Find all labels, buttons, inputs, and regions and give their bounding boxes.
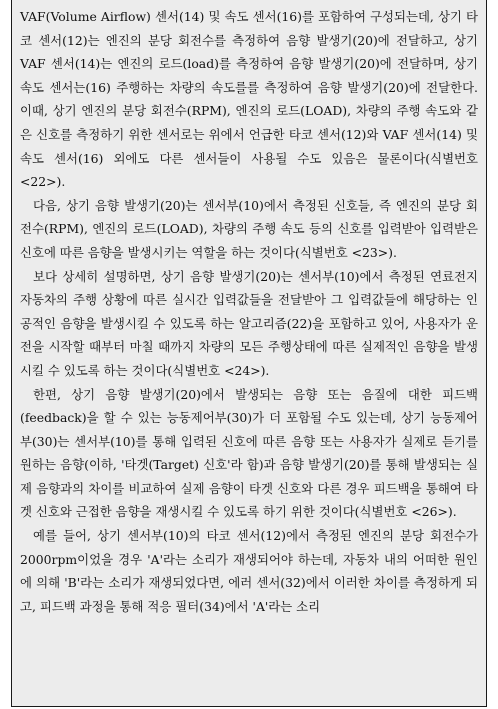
paragraph-1: VAF(Volume Airflow) 센서(14) 및 속도 센서(16)를 포함하여 구성되는데, 상기 타코 센서(12)는 엔진의 분당 회전수를 측정하여 음향 발생기(20)에 전달하고, 상기 VAF 센서(14)는 엔진의 로드(load)를 측정하여 음향 발생기(20)에 전달하며, 상기 속도 센서는(16) 주행하는 차량의 속도를를 측정하여 음향 발생기(20)에 전달한다. 이때, 상기 엔진의 분당 회전수(RPM), 엔진의 로드(LOAD), 차량의 주행 속도와 같은 신호를 측정하기 위한 센서로는 위에서 언급한 타코 센서(12)와 VAF 센서(14) 및 속도 센서(16) 외에도 다른 센서들이 사용될 수도 있음은 물론이다(식별번호 <22>). [20,9,478,190]
document-page [11,0,487,707]
document-body [20,5,478,618]
paragraph-4: 한편, 상기 음향 발생기(20)에서 발생되는 음향 또는 음질에 대한 피드백(feedback)을 할 수 있는 능동제어부(30)가 더 포함될 수도 있는데, 상기 능동제어부(30)는 센서부(10)를 통해 입력된 신호에 따른 음향 또는 사용자가 실제로 듣기를 원하는 음향(이하, '타겟(Target) 신호'라 함)과 음향 발생기(20)를 통해 발생되는 실제 음향과의 차이를 비교하여 실제 음향이 타겟 신호와 다른 경우 피드백을 통해여 타겟 신호와 근접한 음향을 재생시킬 수 있도록 하기 위한 것이다(식별번호 <26>). [20,386,478,520]
paragraph-5: 예를 들어, 상기 센서부(10)의 타코 센서(12)에서 측정된 엔진의 분당 회전수가 2000rpm이었을 경우 'A'라는 소리가 재생되어야 하는데, 자동차 내의 어떠한 원인에 의해 'B'라는 소리가 재생되었다면, 에러 센서(32)에서 이러한 차이를 측정하게 되고, 피드백 과정을 통해 적응 필터(34)에서 'A'라는 소리 [20,528,478,614]
paragraph-3: 보다 상세히 설명하면, 상기 음향 발생기(20)는 센서부(10)에서 측정된 연료전지 자동차의 주행 상황에 따른 실시간 입력값들을 전달받아 그 입력값들에 해당하는 인공적인 음향을 발생시킬 수 있도록 하는 알고리즘(22)을 포함하고 있어, 사용자가 운전을 시작할 때부터 마칠 때까지 차량의 모든 주행상태에 따른 실제적인 음향을 발생시킬 수 있도록 하는 것이다(식별번호 <24>). [20,268,478,378]
paragraph-2: 다음, 상기 음향 발생기(20)는 센서부(10)에서 측정된 신호들, 즉 엔진의 분당 회전수(RPM), 엔진의 로드(LOAD), 차량의 주행 속도 등의 신호를 입력받아 입력받은 신호에 따른 음향을 발생시키는 역할을 하는 것이다(식별번호 <23>). [20,197,478,260]
